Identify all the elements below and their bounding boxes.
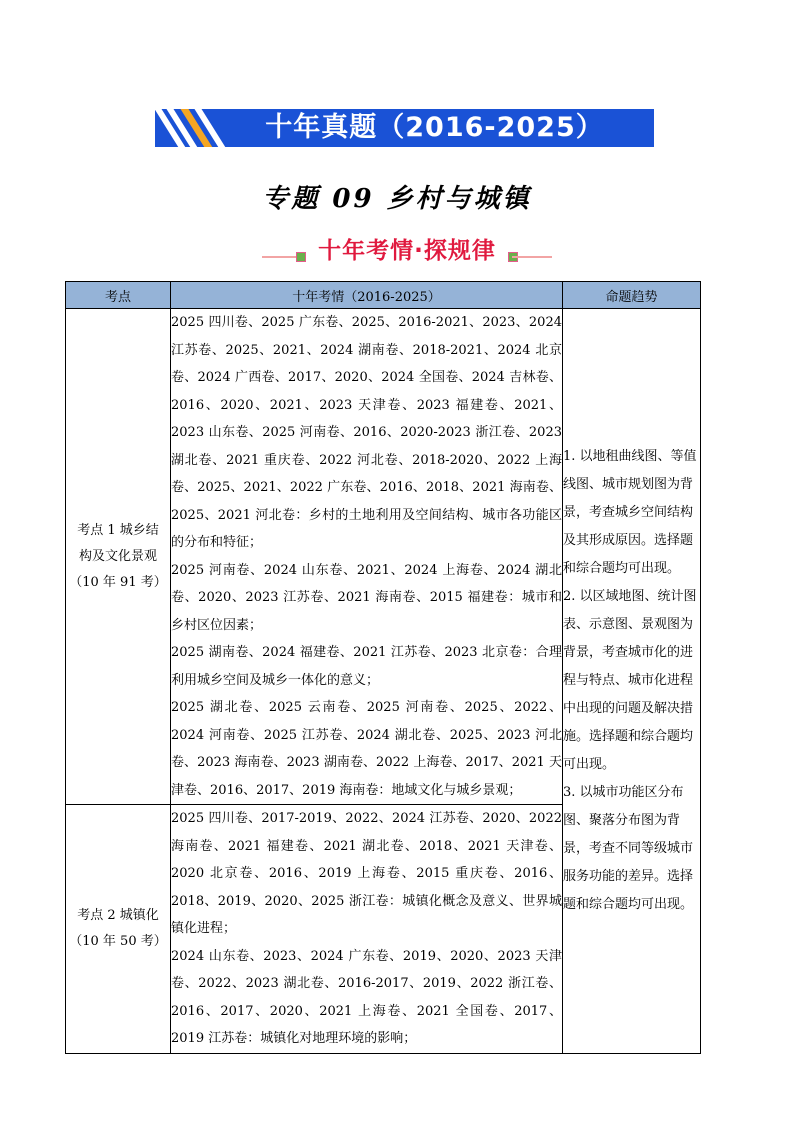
- exam-history-entry: 2025 四川卷、2025 广东卷、2025、2016-2021、2023、2024 江苏卷、2025、2021、2024 湖南卷、2018-2021、2024 北京卷、2024 广西卷、2017、2020、2024 全国卷、2024 吉林卷、2016、2020、2021、2023 天津卷、2023 福建卷、2021、2023 山东卷、2025 河南卷、2016、2020-2023 浙江卷、2023 湖北卷、2021 重庆卷、2022 河北卷、2018-2020、2022 上海卷、2025、2021、2022 广东卷、2016、2018、2021 海南卷、2025、2021 河北卷：乡村的土地利用及空间结构、城市各功能区的分布和特征；: [171, 315, 562, 550]
- section-heading: [262, 232, 552, 264]
- column-header-exams: 十年考情（2016-2025）: [171, 282, 563, 309]
- topic-title: 专题 09 乡村与城镇: [262, 184, 532, 214]
- title-banner: [155, 109, 654, 147]
- exam-history-entry: 2025 四川卷、2017-2019、2022、2024 江苏卷、2020、2022 海南卷、2021 福建卷、2021 湖北卷、2018、2021 天津卷、2020 北京卷、2016、2019 上海卷、2015 重庆卷、2016、2018、2019、2020、2025 浙江卷：城镇化概念及意义、世界城镇化进程；: [171, 811, 562, 936]
- exam-point-cell: [66, 309, 171, 805]
- section-title: 十年考情·探规律: [318, 238, 496, 264]
- exam-point-count: （10 年 91 考）: [69, 574, 167, 590]
- column-header-point: 考点: [66, 282, 171, 309]
- trend-item: 3. 以城市功能区分布图、聚落分布图为背景，考查不同等级城市服务功能的差异。选择题和综合题均可出现。: [563, 784, 694, 912]
- exam-history-entry: 2024 山东卷、2023、2024 广东卷、2019、2020、2023 天津卷、2022、2023 湖北卷、2016-2017、2019、2022 浙江卷、2016、2017、2020、2021 上海卷、2021 全国卷、2017、2019 江苏卷：城镇化对地理环境的影响；: [171, 948, 562, 1046]
- table-row: [66, 309, 701, 805]
- exam-point-label: 构及文化景观: [78, 548, 157, 564]
- exam-history-cell: [171, 309, 563, 805]
- exam-history-cell: [171, 805, 563, 1054]
- exam-point-count: （10 年 50 考）: [69, 933, 167, 949]
- table-header-row: [66, 282, 701, 309]
- exam-point-label: 考点 2 城镇化: [77, 907, 159, 923]
- trend-cell: [563, 309, 701, 1054]
- heading-divider-right: [512, 256, 552, 258]
- exam-point-cell: [66, 805, 171, 1054]
- exam-history-entry: 2025 河南卷、2024 山东卷、2021、2024 上海卷、2024 湖北卷、2020、2023 江苏卷、2021 海南卷、2015 福建卷：城市和乡村区位因素；: [171, 562, 562, 633]
- banner-title: 十年真题（2016-2025）: [265, 112, 604, 143]
- exam-point-label: 考点 1 城乡结: [77, 522, 159, 538]
- trend-item: 1. 以地租曲线图、等值线图、城市规划图为背景，考查城乡空间结构及其形成原因。选择题和综合题均可出现。: [563, 448, 697, 576]
- exam-history-entry: 2025 湖南卷、2024 福建卷、2021 江苏卷、2023 北京卷：合理利用城乡空间及城乡一体化的意义；: [171, 645, 562, 688]
- exam-history-entry: 2025 湖北卷、2025 云南卷、2025 河南卷、2025、2022、2024 河南卷、2025 江苏卷、2024 湖北卷、2025、2023 河北卷、2023 海南卷、2023 湖南卷、2022 上海卷、2017、2021 天津卷、2016、2017、2019 海南卷：地域文化与城乡景观；: [171, 700, 562, 798]
- trend-item: 2. 以区域地图、统计图表、示意图、景观图为背景，考查城市化的进程与特点、城市化进程中出现的问题及解决措施。选择题和综合题均可出现。: [563, 588, 697, 772]
- column-header-trend: 命题趋势: [563, 282, 701, 309]
- exam-analysis-table: [65, 281, 701, 1054]
